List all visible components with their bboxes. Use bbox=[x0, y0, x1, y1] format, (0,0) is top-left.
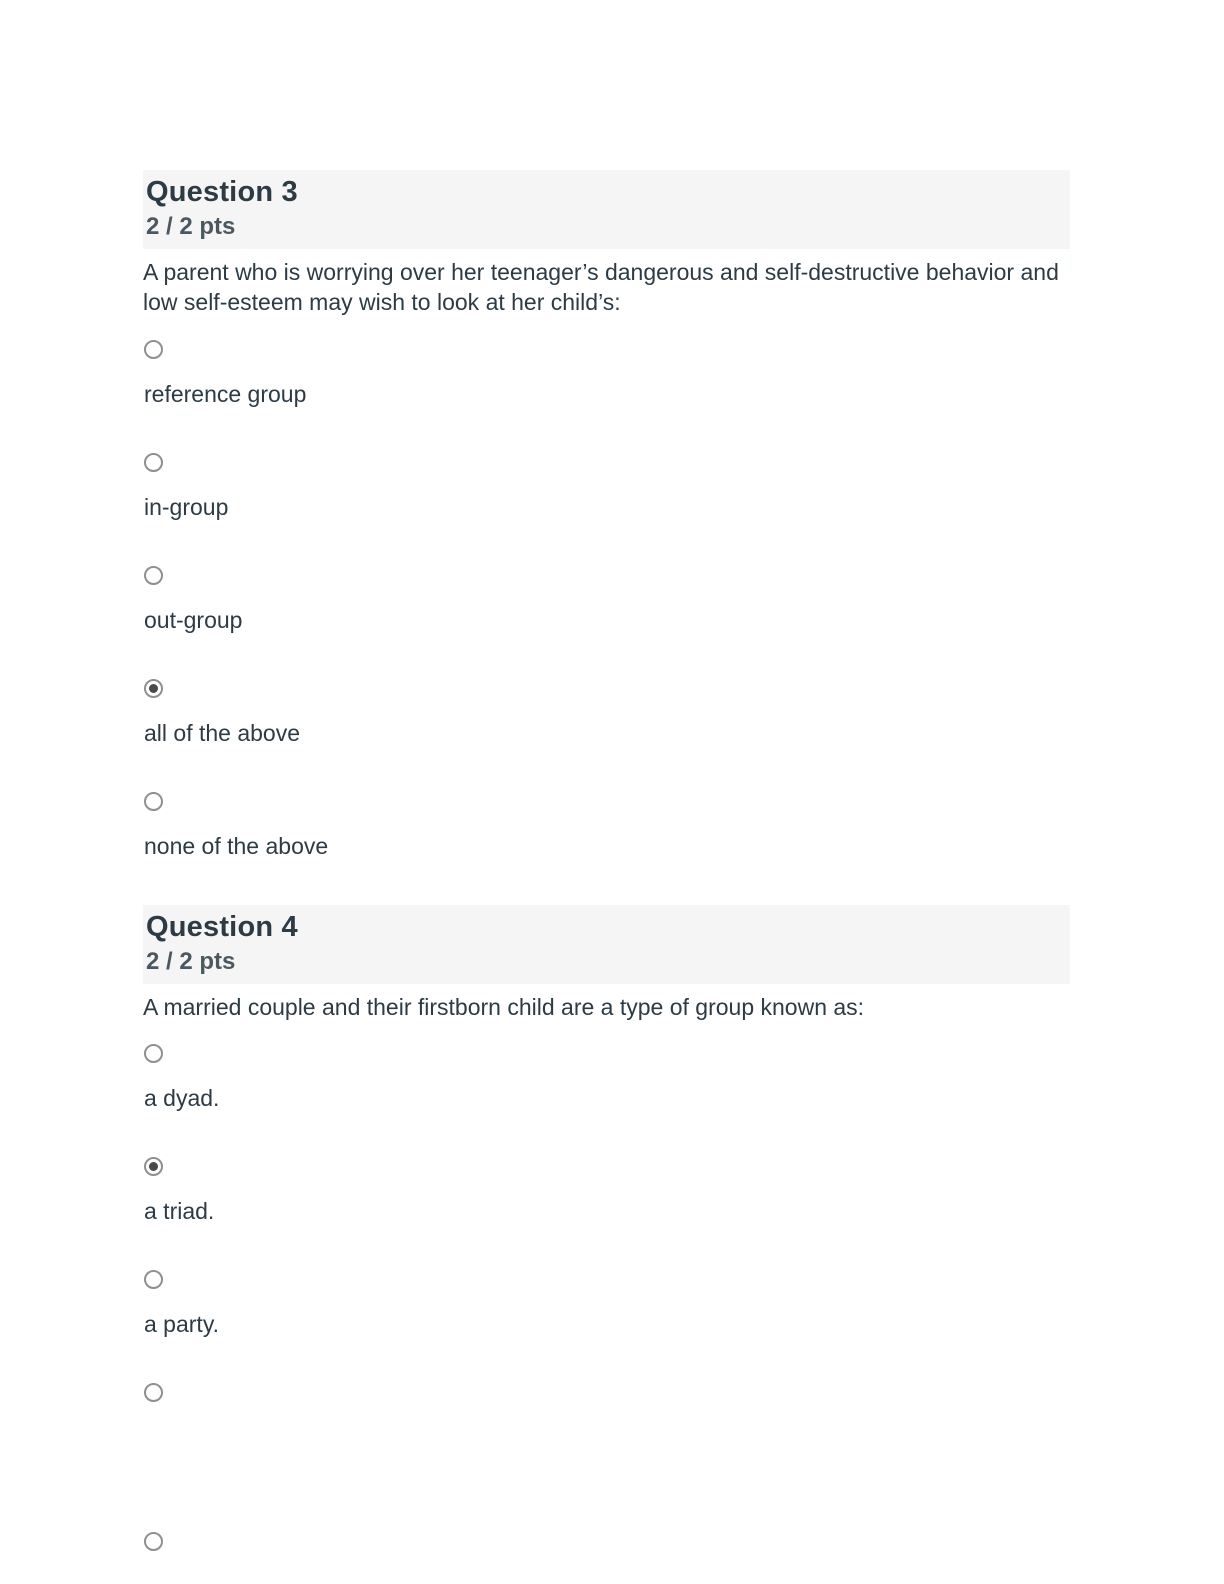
question-header bbox=[143, 170, 1070, 249]
radio-button-icon[interactable] bbox=[144, 1157, 163, 1176]
answer-option-label bbox=[144, 1573, 1070, 1584]
answer-option-in-group[interactable] bbox=[144, 453, 1070, 522]
answer-option-a-dyad[interactable] bbox=[144, 1044, 1070, 1113]
answer-option-label: a party. bbox=[144, 1311, 219, 1338]
answer-option-label: a dyad. bbox=[144, 1085, 220, 1112]
radio-button-icon[interactable] bbox=[144, 1270, 163, 1289]
quiz-question-list bbox=[143, 170, 1070, 1584]
answer-option-out-group[interactable] bbox=[144, 566, 1070, 635]
answer-option-reference-group[interactable] bbox=[144, 340, 1070, 409]
answer-option-blank-5[interactable] bbox=[144, 1532, 1070, 1584]
question-block-1 bbox=[143, 170, 1070, 861]
answer-option-blank-4[interactable] bbox=[144, 1383, 1070, 1452]
question-title: Question 4 bbox=[146, 910, 298, 943]
answer-options-list bbox=[143, 340, 1070, 861]
answer-option-a-party[interactable] bbox=[144, 1270, 1070, 1339]
radio-button-icon[interactable] bbox=[144, 1532, 163, 1551]
radio-button-icon[interactable] bbox=[144, 679, 163, 698]
answer-option-label: a triad. bbox=[144, 1198, 215, 1225]
radio-button-icon[interactable] bbox=[144, 792, 163, 811]
question-text: A parent who is worrying over her teenager’s dangerous and self-destructive behavior and low self-esteem may wish to look at her child’s: bbox=[143, 259, 1059, 316]
radio-button-icon[interactable] bbox=[144, 1383, 163, 1402]
radio-button-icon[interactable] bbox=[144, 1044, 163, 1063]
radio-button-icon[interactable] bbox=[144, 340, 163, 359]
radio-button-icon[interactable] bbox=[144, 453, 163, 472]
answer-option-a-triad[interactable] bbox=[144, 1157, 1070, 1226]
answer-option-all-of-the-above[interactable] bbox=[144, 679, 1070, 748]
question-title: Question 3 bbox=[146, 176, 298, 208]
answer-option-none-of-the-above[interactable] bbox=[144, 792, 1070, 861]
question-points: 2 / 2 pts bbox=[146, 213, 236, 240]
radio-button-icon[interactable] bbox=[144, 566, 163, 585]
answer-option-label: out-group bbox=[144, 606, 243, 633]
answer-option-label bbox=[144, 1424, 1070, 1452]
answer-options-list bbox=[143, 1044, 1070, 1584]
question-block-2 bbox=[143, 905, 1070, 1584]
answer-option-label: all of the above bbox=[144, 719, 301, 746]
question-header bbox=[143, 905, 1070, 984]
answer-option-label: reference group bbox=[144, 380, 307, 407]
answer-option-label: in-group bbox=[144, 493, 229, 520]
answer-option-label: none of the above bbox=[144, 832, 329, 859]
question-text: A married couple and their firstborn child are a type of group known as: bbox=[143, 993, 865, 1020]
question-points: 2 / 2 pts bbox=[146, 947, 236, 975]
